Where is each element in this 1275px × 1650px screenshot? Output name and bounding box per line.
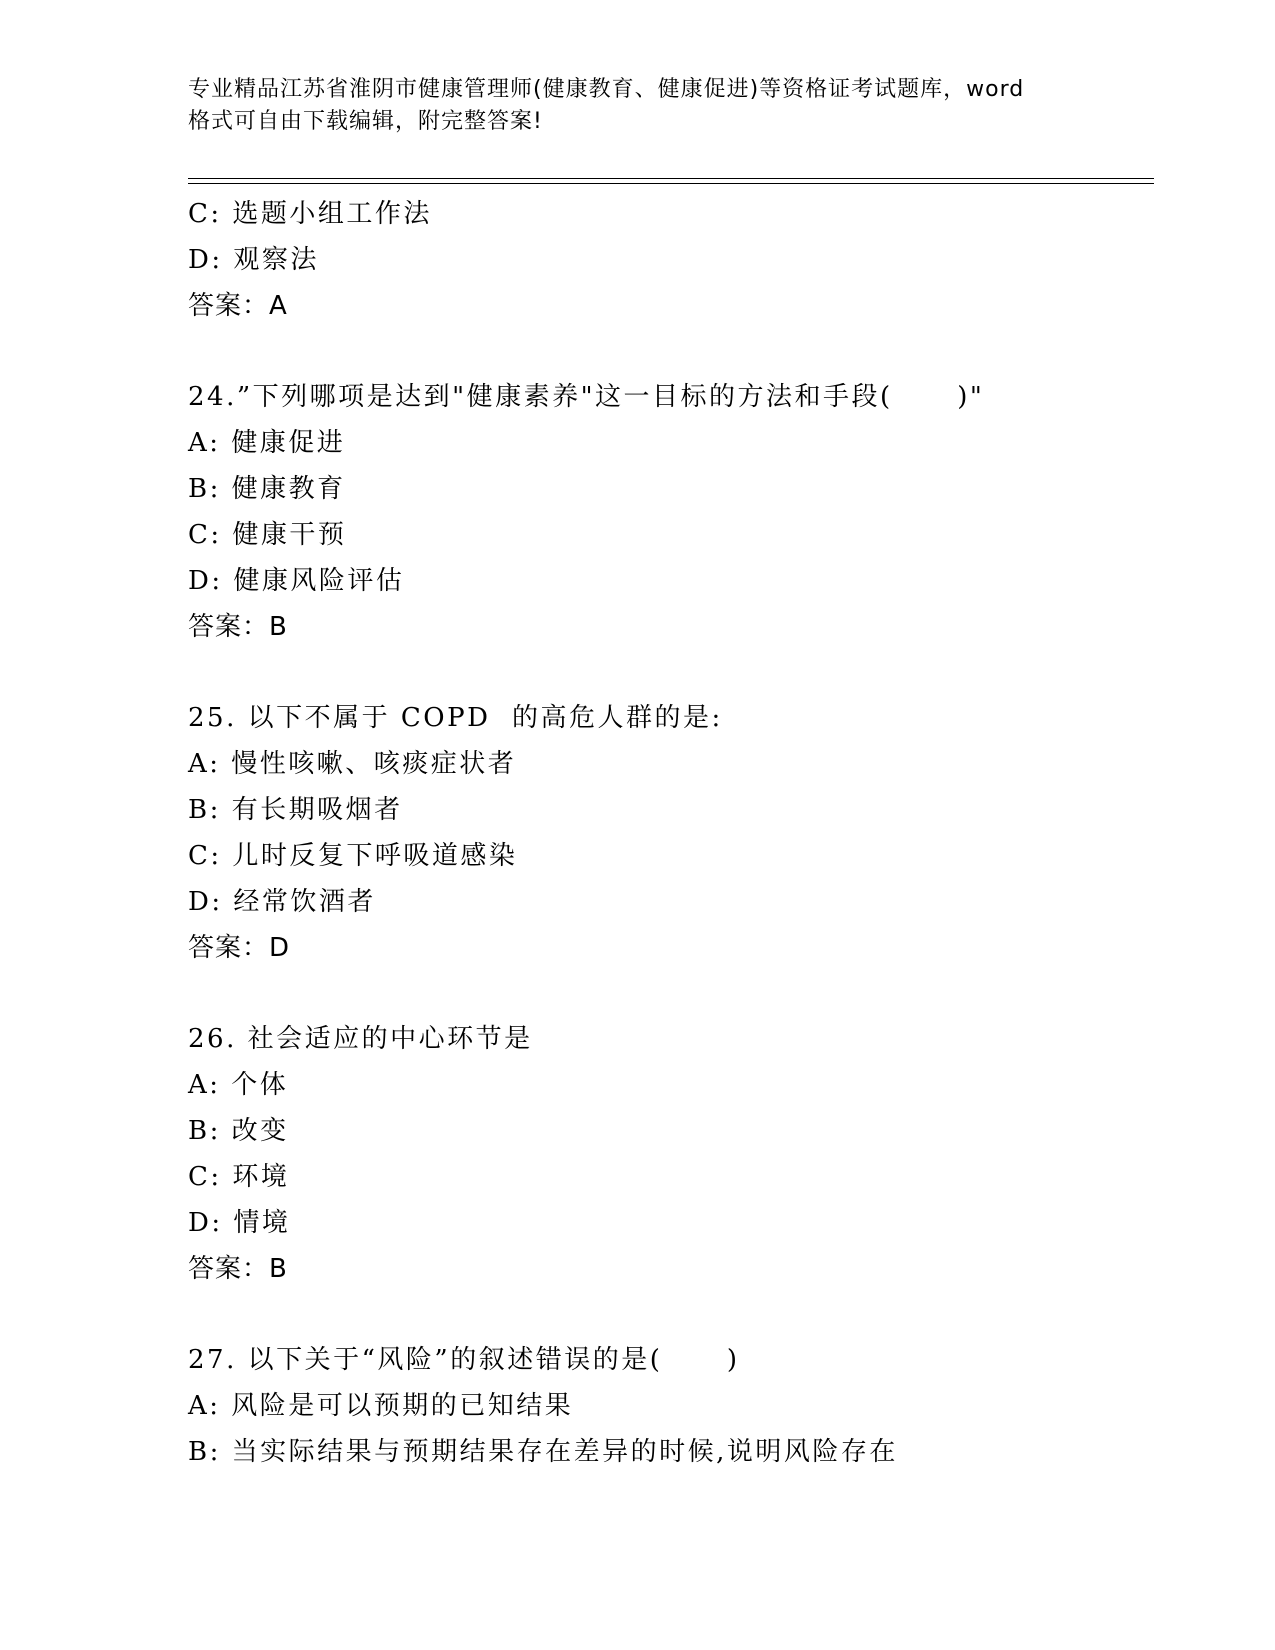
option-b: B: 有长期吸烟者 <box>188 795 403 825</box>
answer: 答案：B <box>188 612 288 642</box>
option-d: D: 经常饮酒者 <box>188 887 376 917</box>
question-stem: 25. 以下不属于 COPD 的高危人群的是: <box>188 703 723 733</box>
answer: 答案：D <box>188 933 291 963</box>
option-c: C: 环境 <box>188 1162 290 1192</box>
option-a: A: 慢性咳嗽、咳痰症状者 <box>188 749 517 779</box>
header-divider-top <box>188 178 1154 179</box>
spacer <box>188 1292 1154 1337</box>
option-c: C: 儿时反复下呼吸道感染 <box>188 841 518 871</box>
header-divider-bottom <box>188 183 1154 184</box>
question-24 <box>188 374 1154 650</box>
option-a: A: 健康促进 <box>188 428 346 458</box>
option-a: A: 风险是可以预期的已知结果 <box>188 1391 574 1421</box>
question-25 <box>188 695 1154 971</box>
question-stem: 26. 社会适应的中心环节是 <box>188 1024 533 1054</box>
question-26 <box>188 1016 1154 1292</box>
spacer <box>188 971 1154 1016</box>
header-line-2: 格式可自由下载编辑，附完整答案! <box>188 109 543 134</box>
spacer <box>188 329 1154 374</box>
answer: 答案：A <box>188 291 288 321</box>
option-a: A: 个体 <box>188 1070 289 1100</box>
question-list <box>188 191 1154 1475</box>
document-header <box>188 74 1088 138</box>
option-c: C: 选题小组工作法 <box>188 199 432 229</box>
option-d: D: 情境 <box>188 1208 291 1238</box>
continued-question <box>188 191 1154 329</box>
header-line-1: 专业精品江苏省淮阴市健康管理师(健康教育、健康促进)等资格证考试题库，word <box>188 77 1025 102</box>
option-b: B: 改变 <box>188 1116 289 1146</box>
option-c: C: 健康干预 <box>188 520 347 550</box>
option-b: B: 当实际结果与预期结果存在差异的时候,说明风险存在 <box>188 1437 898 1467</box>
question-stem: 27. 以下关于“风险”的叙述错误的是( ) <box>188 1345 740 1375</box>
question-27 <box>188 1337 1154 1475</box>
option-d: D: 健康风险评估 <box>188 566 405 596</box>
option-d: D: 观察法 <box>188 245 319 275</box>
spacer <box>188 650 1154 695</box>
question-stem: 24.”下列哪项是达到"健康素养"这一目标的方法和手段( )" <box>188 382 985 412</box>
option-b: B: 健康教育 <box>188 474 346 504</box>
answer: 答案：B <box>188 1254 288 1284</box>
